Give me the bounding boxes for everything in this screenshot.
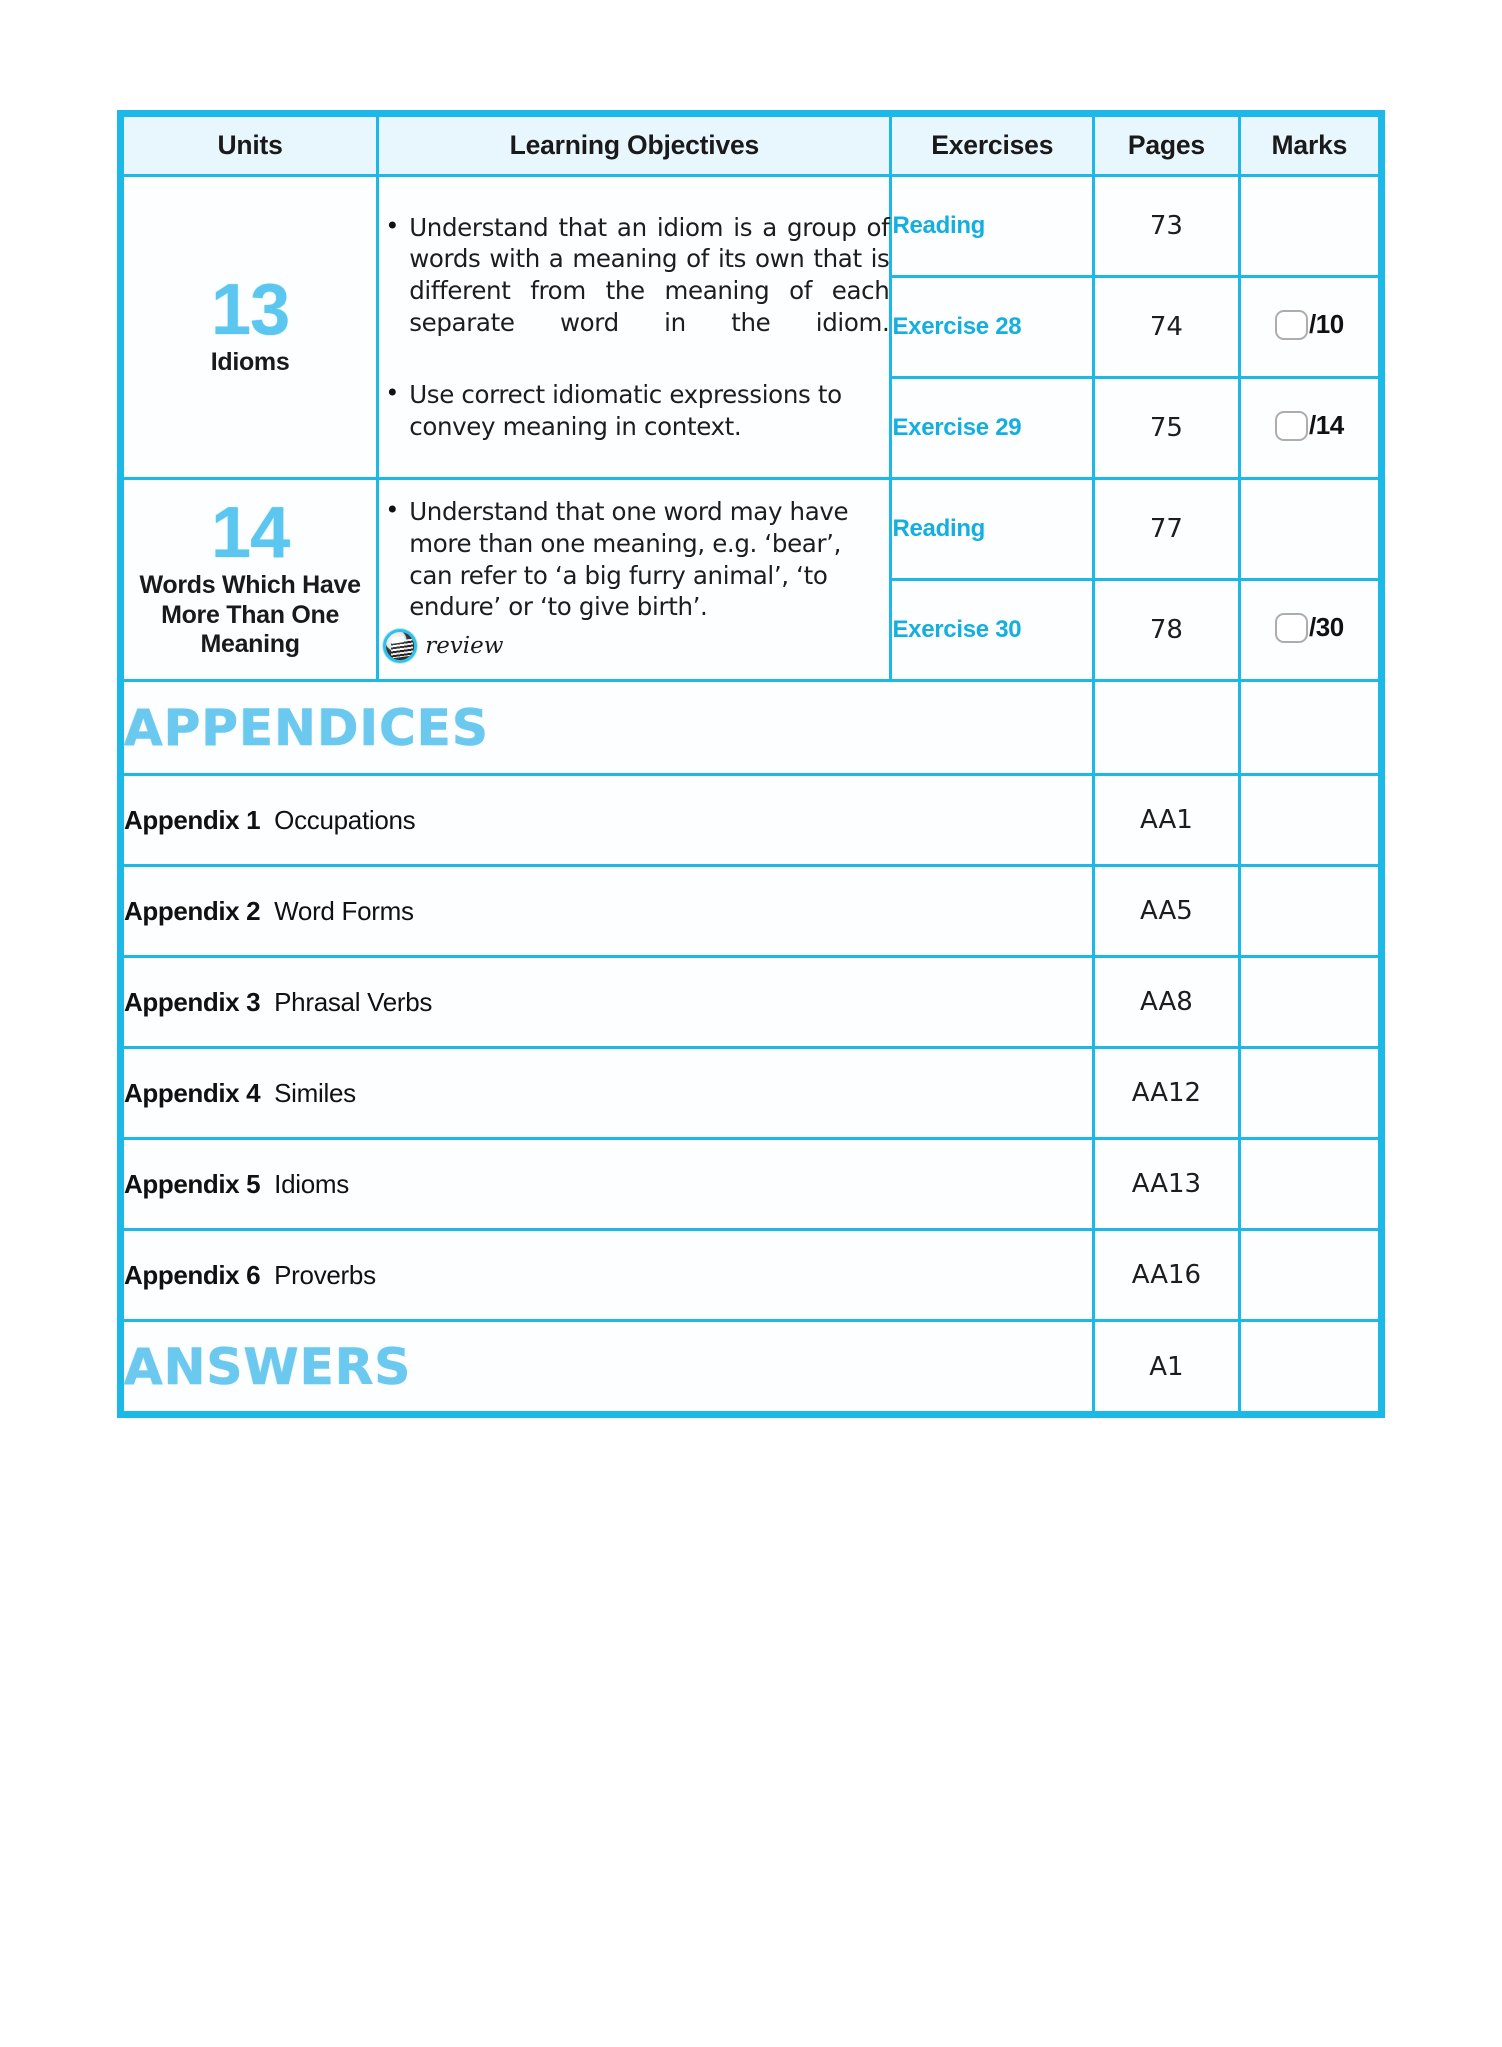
header-learning-objectives: Learning Objectives — [378, 114, 891, 176]
unit-cell-13 — [121, 176, 378, 479]
marks-checkbox[interactable] — [1275, 310, 1308, 340]
exercise-link[interactable]: Exercise 28 — [891, 277, 1094, 378]
appendices-banner-row — [121, 681, 1382, 775]
page-number: 77 — [1094, 479, 1240, 580]
marks-cell — [1239, 277, 1381, 378]
appendix-page: AA8 — [1094, 957, 1240, 1048]
appendix-label-cell — [121, 1048, 1094, 1139]
objective-item: • Use correct idiomatic expressions to convey meaning in context. — [379, 379, 889, 443]
appendix-marks — [1239, 866, 1381, 957]
appendix-number: Appendix 6 — [124, 1259, 261, 1290]
appendix-marks — [1239, 775, 1381, 866]
appendix-name: Word Forms — [274, 895, 414, 926]
unit-title: Idioms — [210, 348, 290, 377]
answers-banner-cell — [121, 1321, 1094, 1415]
marks-cell — [1239, 479, 1381, 580]
appendix-row[interactable] — [121, 957, 1382, 1048]
table-header-row — [121, 114, 1382, 176]
appendix-row[interactable] — [121, 1230, 1382, 1321]
marks-total: /30 — [1309, 612, 1344, 643]
unit-number: 13 — [211, 270, 290, 351]
answers-banner-text: ANSWERS — [124, 1337, 412, 1396]
objectives-list — [379, 212, 889, 443]
page-number: 78 — [1094, 580, 1240, 681]
appendices-banner-text: APPENDICES — [124, 698, 489, 757]
appendix-marks — [1239, 1048, 1381, 1139]
unit-row — [121, 176, 1382, 277]
unit-row — [121, 479, 1382, 580]
unit-cell-14 — [121, 479, 378, 681]
header-marks: Marks — [1239, 114, 1381, 176]
appendix-label-cell — [121, 866, 1094, 957]
appendix-label-cell — [121, 1230, 1094, 1321]
review-marker — [379, 629, 889, 663]
marks-entry — [1275, 410, 1344, 441]
marks-total: /14 — [1309, 410, 1344, 441]
appendix-marks — [1239, 1230, 1381, 1321]
objective-item: • Understand that one word may have more than one meaning, e.g. ‘bear’, can refer to ‘a big furry animal’, ‘to endure’ or ‘to give birth’. — [379, 496, 889, 623]
appendix-row[interactable] — [121, 775, 1382, 866]
appendix-label-cell — [121, 1139, 1094, 1230]
appendix-row[interactable] — [121, 1139, 1382, 1230]
appendix-number: Appendix 1 — [124, 804, 261, 835]
appendix-row[interactable] — [121, 866, 1382, 957]
appendix-name: Idioms — [274, 1168, 349, 1199]
marks-cell — [1239, 378, 1381, 479]
newspaper-badge-icon — [383, 629, 417, 663]
appendices-banner-cell — [121, 681, 1094, 775]
unit-number: 14 — [211, 493, 290, 574]
table-of-contents-table — [117, 110, 1385, 1418]
appendix-page: AA1 — [1094, 775, 1240, 866]
page-number: 75 — [1094, 378, 1240, 479]
marks-total: /10 — [1309, 309, 1344, 340]
page-number: 73 — [1094, 176, 1240, 277]
page-number: 74 — [1094, 277, 1240, 378]
exercise-link[interactable]: Reading — [891, 176, 1094, 277]
appendix-name: Occupations — [274, 804, 416, 835]
objective-item: • Understand that an idiom is a group of words with a meaning of its own that is different from the meaning of each separate word in the idiom. — [379, 212, 889, 371]
appendix-page: AA12 — [1094, 1048, 1240, 1139]
appendices-banner-marks — [1239, 681, 1381, 775]
appendix-page: AA13 — [1094, 1139, 1240, 1230]
header-units: Units — [121, 114, 378, 176]
appendix-marks — [1239, 957, 1381, 1048]
appendix-number: Appendix 2 — [124, 895, 261, 926]
appendix-name: Phrasal Verbs — [274, 986, 433, 1017]
objectives-cell-13 — [378, 176, 891, 479]
appendices-banner-pages — [1094, 681, 1240, 775]
answers-banner-row[interactable] — [121, 1321, 1382, 1415]
review-label: review — [425, 633, 504, 660]
objectives-list — [379, 496, 889, 623]
marks-cell — [1239, 176, 1381, 277]
exercise-link[interactable]: Exercise 29 — [891, 378, 1094, 479]
exercise-link[interactable]: Exercise 30 — [891, 580, 1094, 681]
header-pages: Pages — [1094, 114, 1240, 176]
answers-page: A1 — [1094, 1321, 1240, 1415]
appendix-number: Appendix 3 — [124, 986, 261, 1017]
objectives-cell-14 — [378, 479, 891, 681]
marks-entry — [1275, 309, 1344, 340]
appendix-page: AA5 — [1094, 866, 1240, 957]
appendix-marks — [1239, 1139, 1381, 1230]
appendix-label-cell — [121, 775, 1094, 866]
marks-checkbox[interactable] — [1275, 613, 1308, 643]
appendix-row[interactable] — [121, 1048, 1382, 1139]
marks-cell — [1239, 580, 1381, 681]
answers-marks — [1239, 1321, 1381, 1415]
appendix-page: AA16 — [1094, 1230, 1240, 1321]
exercise-link[interactable]: Reading — [891, 479, 1094, 580]
marks-entry — [1275, 612, 1344, 643]
unit-title: Words Which Have More Than One Meaning — [139, 571, 361, 659]
marks-checkbox[interactable] — [1275, 411, 1308, 441]
appendix-name: Proverbs — [274, 1259, 376, 1290]
appendix-label-cell — [121, 957, 1094, 1048]
appendix-name: Similes — [274, 1077, 356, 1108]
appendix-number: Appendix 4 — [124, 1077, 261, 1108]
appendix-number: Appendix 5 — [124, 1168, 261, 1199]
header-exercises: Exercises — [891, 114, 1094, 176]
